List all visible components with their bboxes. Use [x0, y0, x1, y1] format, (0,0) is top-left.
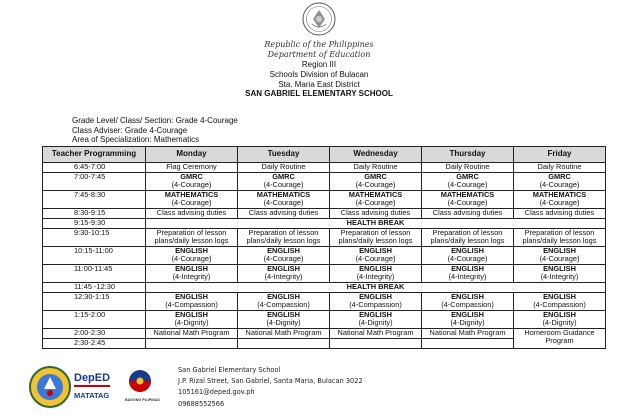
health-break-cell: HEALTH BREAK: [146, 219, 606, 229]
cell-subject: MATHEMATICS: [532, 190, 587, 199]
cell-group: (4-Courage): [539, 198, 580, 208]
cell-subject: ENGLISH: [267, 310, 300, 319]
cell-subject: ENGLISH: [451, 292, 484, 301]
time-cell: 2:30-2:45: [43, 339, 146, 349]
schedule-cell: [330, 339, 422, 349]
cell-group: (4-Dignity): [542, 318, 577, 328]
table-row: [43, 163, 606, 173]
cell-subject: National Math Program: [153, 328, 230, 337]
cell-group: (4-Dignity): [174, 318, 209, 328]
cell-subject: ENGLISH: [451, 264, 484, 273]
cell-subject: ENGLISH: [359, 292, 392, 301]
cell-subject: Daily Routine: [445, 162, 490, 171]
cell-subject: ENGLISH: [267, 264, 300, 273]
cell-subject: ENGLISH: [359, 264, 392, 273]
region-name: Region III: [301, 60, 337, 69]
schedule-cell: [514, 265, 606, 283]
cell-subject: Preparation of lesson: [156, 228, 227, 237]
schedule-cell: [146, 339, 238, 349]
schedule-cell: [422, 209, 514, 219]
cell-group: (4-Dignity): [358, 318, 393, 328]
department-name: Department of Education: [267, 50, 371, 59]
schedule-cell: [146, 265, 238, 283]
cell-subject: Class advising duties: [340, 208, 411, 217]
schedule-cell: [422, 293, 514, 311]
col-header-wednesday: Wednesday: [330, 147, 422, 163]
break-row: [43, 283, 606, 293]
cell-subject: Daily Routine: [537, 162, 582, 171]
cell-subject: GMRC: [272, 172, 295, 181]
cell-group: (4-Integrity): [264, 272, 303, 282]
cell-subject: National Math Program: [245, 328, 322, 337]
cell-subject: ENGLISH: [267, 246, 300, 255]
cell-subject: GMRC: [548, 172, 571, 181]
cell-group: plans/daily lesson logs: [246, 236, 321, 246]
cell-group: (4-Integrity): [448, 272, 487, 282]
cell-group: (4-Courage): [355, 198, 396, 208]
schedule-cell: [146, 163, 238, 173]
cell-subject: ENGLISH: [175, 292, 208, 301]
schedule-cell: [330, 173, 422, 191]
deped-logo-text: DepED: [74, 372, 111, 384]
cell-subject: MATHEMATICS: [348, 190, 403, 199]
schedule-cell: [146, 311, 238, 329]
schedule-cell: [330, 265, 422, 283]
cell-subject: National Math Program: [337, 328, 414, 337]
cell-subject: GMRC: [456, 172, 479, 181]
table-row: [43, 311, 606, 329]
schedule-cell: [146, 229, 238, 247]
cell-subject: MATHEMATICS: [256, 190, 311, 199]
schedule-cell: [238, 163, 330, 173]
cell-subject: ENGLISH: [543, 292, 576, 301]
school-logo-icon: [30, 367, 70, 407]
schedule-cell: [422, 191, 514, 209]
table-row: [43, 247, 606, 265]
schedule-cell: [514, 247, 606, 265]
table-row: [43, 265, 606, 283]
footer-logos: [28, 365, 173, 409]
table-row: [43, 173, 606, 191]
cell-subject: MATHEMATICS: [164, 190, 219, 199]
schedule-cell: [514, 163, 606, 173]
deped-seal-icon: [302, 2, 336, 36]
schedule-cell: [422, 229, 514, 247]
class-adviser: Class Adviser: Grade 4-Courage: [72, 125, 188, 135]
table-row: [43, 229, 606, 247]
cell-group: (4-Integrity): [172, 272, 211, 282]
schedule-cell: [238, 209, 330, 219]
footer-phone: 09688552566: [178, 399, 225, 408]
cell-subject: Preparation of lesson: [432, 228, 503, 237]
table-row: [43, 191, 606, 209]
schedule-cell: [422, 311, 514, 329]
cell-subject: Homeroom Guidance: [524, 328, 595, 337]
schedule-cell: [146, 247, 238, 265]
schedule-cell: [514, 229, 606, 247]
schedule-cell: [514, 329, 606, 349]
district-name: Sta. Maria East District: [278, 80, 360, 89]
schedule-cell: [238, 329, 330, 339]
cell-group: (4-Dignity): [266, 318, 301, 328]
time-cell: 11:00-11:45: [43, 265, 146, 283]
cell-group: Program: [545, 336, 574, 346]
cell-subject: ENGLISH: [359, 310, 392, 319]
schedule-cell: [330, 191, 422, 209]
schedule-cell: [146, 173, 238, 191]
schedule-cell: [330, 209, 422, 219]
schedule-cell: [514, 311, 606, 329]
cell-group: (4-Courage): [355, 180, 396, 190]
schedule-cell: [514, 209, 606, 219]
cell-group: (4-Courage): [171, 254, 212, 264]
cell-subject: ENGLISH: [543, 246, 576, 255]
cell-group: (4-Courage): [447, 254, 488, 264]
cell-group: (4-Courage): [263, 254, 304, 264]
schedule-cell: [146, 329, 238, 339]
footer-school-name: San Gabriel Elementary School: [178, 366, 281, 374]
footer-address: J.P. Rizal Street, San Gabriel, Santa Maria, Bulacan 3022: [178, 377, 363, 386]
schedule-cell: [146, 293, 238, 311]
schedule-cell: [422, 339, 514, 349]
time-cell: 7:45-8:30: [43, 191, 146, 209]
footer-email: 105161@deped.gov.ph: [178, 388, 255, 397]
cell-subject: ENGLISH: [175, 310, 208, 319]
cell-group: (4-Courage): [171, 198, 212, 208]
schedule-cell: [514, 191, 606, 209]
cell-group: (4-Compassion): [257, 300, 310, 310]
schedule-header-row: [43, 147, 606, 163]
col-header-monday: Monday: [146, 147, 238, 163]
schedule-cell: [238, 265, 330, 283]
bagong-pilipinas-icon: [129, 370, 151, 392]
cell-subject: Class advising duties: [432, 208, 503, 217]
schedule-cell: [422, 163, 514, 173]
table-row: [43, 293, 606, 311]
schedule-cell: [422, 247, 514, 265]
schedule-cell: [330, 311, 422, 329]
matatag-logo-text: MATATAG: [74, 391, 110, 400]
schedule-cell: [330, 247, 422, 265]
cell-subject: Preparation of lesson: [524, 228, 595, 237]
division-name: Schools Division of Bulacan: [269, 70, 369, 79]
schedule-table: [42, 146, 606, 349]
schedule-cell: [514, 293, 606, 311]
schedule-cell: [238, 191, 330, 209]
cell-subject: Class advising duties: [156, 208, 227, 217]
grade-section: Grade Level/ Class/ Section: Grade 4-Courage: [72, 116, 238, 125]
schedule-cell: [422, 329, 514, 339]
cell-group: (4-Courage): [539, 254, 580, 264]
cell-subject: ENGLISH: [359, 246, 392, 255]
health-break-cell: HEALTH BREAK: [146, 283, 606, 293]
cell-group: (4-Integrity): [356, 272, 395, 282]
cell-subject: MATHEMATICS: [440, 190, 495, 199]
cell-group: (4-Integrity): [540, 272, 579, 282]
footer-contact: [178, 365, 363, 410]
schedule-cell: [330, 229, 422, 247]
cell-group: (4-Courage): [447, 180, 488, 190]
cell-group: (4-Courage): [539, 180, 580, 190]
schedule-cell: [238, 311, 330, 329]
cell-group: (4-Courage): [171, 180, 212, 190]
schedule-cell: [422, 265, 514, 283]
cell-subject: Class advising duties: [524, 208, 595, 217]
cell-subject: Flag Ceremony: [166, 162, 217, 171]
cell-group: (4-Compassion): [165, 300, 218, 310]
cell-group: (4-Compassion): [349, 300, 402, 310]
time-cell: 9:15-9:30: [43, 219, 146, 229]
country-name: Republic of the Philippines: [264, 40, 374, 49]
school-name: SAN GABRIEL ELEMENTARY SCHOOL: [245, 89, 393, 98]
time-cell: 9:30-10:15: [43, 229, 146, 247]
cell-subject: ENGLISH: [451, 310, 484, 319]
cell-group: (4-Courage): [263, 180, 304, 190]
cell-subject: Daily Routine: [353, 162, 398, 171]
col-header-teacher-programming: Teacher Programming: [43, 147, 146, 163]
schedule-cell: [146, 209, 238, 219]
schedule-cell: [238, 293, 330, 311]
cell-subject: ENGLISH: [175, 246, 208, 255]
cell-group: plans/daily lesson logs: [430, 236, 505, 246]
cell-subject: GMRC: [180, 172, 203, 181]
time-cell: 2:00-2:30: [43, 329, 146, 339]
schedule-cell: [422, 173, 514, 191]
time-cell: 7:00-7:45: [43, 173, 146, 191]
cell-group: (4-Courage): [355, 254, 396, 264]
schedule-cell: [238, 173, 330, 191]
break-row: [43, 219, 606, 229]
cell-subject: ENGLISH: [543, 310, 576, 319]
cell-subject: ENGLISH: [451, 246, 484, 255]
schedule-cell: [238, 229, 330, 247]
time-cell: 8:30-9:15: [43, 209, 146, 219]
time-cell: 11:45 -12:30: [43, 283, 146, 293]
cell-group: (4-Dignity): [450, 318, 485, 328]
time-cell: 10:15-11:00: [43, 247, 146, 265]
schedule-cell: [514, 173, 606, 191]
schedule-cell: [330, 329, 422, 339]
schedule-cell: [238, 247, 330, 265]
schedule-cell: [330, 293, 422, 311]
cell-subject: ENGLISH: [175, 264, 208, 273]
cell-subject: ENGLISH: [543, 264, 576, 273]
schedule-cell: [238, 339, 330, 349]
table-row: [43, 329, 606, 339]
time-cell: 1:15-2:00: [43, 311, 146, 329]
col-header-tuesday: Tuesday: [238, 147, 330, 163]
cell-group: plans/daily lesson logs: [522, 236, 597, 246]
cell-group: (4-Compassion): [441, 300, 494, 310]
cell-group: (4-Compassion): [533, 300, 586, 310]
bagong-pilipinas-text: BAGONG PILIPINAS: [125, 398, 160, 402]
cell-group: (4-Courage): [263, 198, 304, 208]
area-of-specialization: Area of Specialization: Mathematics: [72, 135, 200, 144]
schedule-cell: [146, 191, 238, 209]
cell-subject: GMRC: [364, 172, 387, 181]
time-cell: 6:45-7:00: [43, 163, 146, 173]
cell-group: plans/daily lesson logs: [338, 236, 413, 246]
col-header-friday: Friday: [514, 147, 606, 163]
schedule-cell: [330, 163, 422, 173]
cell-subject: Daily Routine: [261, 162, 306, 171]
cell-group: plans/daily lesson logs: [154, 236, 229, 246]
col-header-thursday: Thursday: [422, 147, 514, 163]
cell-subject: ENGLISH: [267, 292, 300, 301]
time-cell: 12:30-1:15: [43, 293, 146, 311]
cell-subject: National Math Program: [429, 328, 506, 337]
cell-subject: Class advising duties: [248, 208, 319, 217]
cell-subject: Preparation of lesson: [248, 228, 319, 237]
table-row: [43, 209, 606, 219]
cell-group: (4-Courage): [447, 198, 488, 208]
cell-subject: Preparation of lesson: [340, 228, 411, 237]
